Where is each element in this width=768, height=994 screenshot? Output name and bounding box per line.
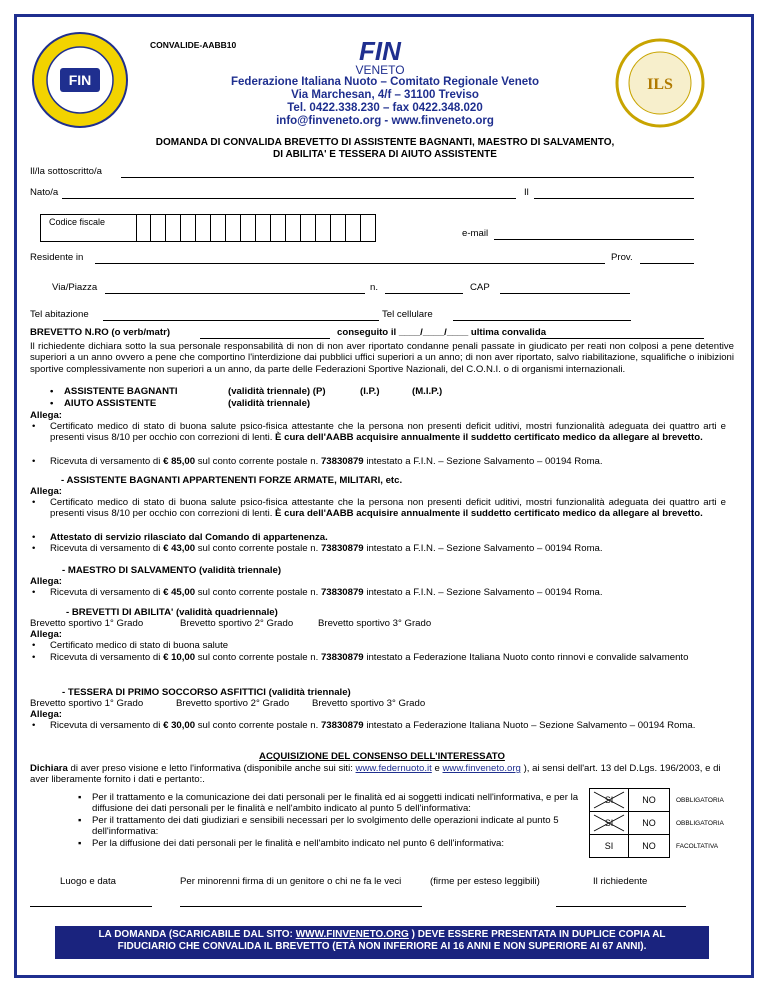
input-tel-cellulare[interactable]	[453, 320, 631, 321]
label-cap: CAP	[470, 282, 490, 293]
signature-genitore[interactable]	[180, 906, 422, 907]
section2-versamento: Ricevuta di versamento di € 43,00 sul conto corrente postale n. 73830879 intestato a F.I.N. – Sezione Salvamento – 00194 Roma.	[50, 543, 603, 554]
section5-versamento: Ricevuta di versamento di € 30,00 sul conto corrente postale n. 73830879 intestato a Federazione Italiana Nuoto – Sezione Salvamento – 00194 Roma.	[50, 720, 696, 731]
input-ultima-convalida[interactable]	[540, 338, 704, 339]
left-logo	[30, 30, 130, 130]
consent-no-1[interactable]: NO	[629, 789, 670, 812]
section4-allega: Allega:	[30, 629, 62, 640]
org-address: Federazione Italiana Nuoto – Comitato Regionale Veneto Via Marchesan, 4/f – 31100 Treviso Tel. 0422.338.230 – fax 0422.348.020 info@finveneto.org - www.finveneto.org	[231, 76, 539, 127]
label-richiedente: Il richiedente	[593, 876, 648, 887]
codice-fiscale-box[interactable]	[40, 214, 137, 242]
section3-title: - MAESTRO DI SALVAMENTO (validità triennale)	[62, 565, 282, 576]
consent-si-2[interactable]: SI	[590, 812, 629, 835]
signature-richiedente[interactable]	[556, 906, 686, 907]
codice-fiscale-cells[interactable]	[136, 214, 436, 242]
consent-req-3: FACOLTATIVA	[676, 842, 719, 850]
section1-versamento: Ricevuta di versamento di € 85,00 sul conto corrente postale n. 73830879 intestato a F.I.N. – Sezione Salvamento – 00194 Roma.	[50, 456, 603, 467]
consent-row-2	[590, 812, 726, 835]
input-brevetto-no[interactable]	[200, 338, 330, 339]
section4-bullet1-dot: •	[32, 640, 36, 651]
signature-luogo-data[interactable]	[30, 906, 152, 907]
label-prov: Prov.	[611, 252, 633, 263]
label-conseguito: conseguito il ____/____/____ ultima convalida	[337, 327, 547, 338]
section2-bullet2-dot: •	[32, 532, 36, 543]
label-minorenni: Per minorenni firma di un genitore o chi ne fa le veci	[180, 876, 402, 887]
input-civico[interactable]	[385, 293, 463, 294]
consent-si-1[interactable]: SI	[590, 789, 629, 812]
right-logo	[615, 38, 705, 128]
consent-table	[589, 788, 726, 858]
input-email[interactable]	[494, 239, 694, 240]
section1-bullet2-dot: •	[32, 456, 36, 467]
label-via: Via/Piazza	[52, 282, 98, 293]
input-nato[interactable]	[62, 198, 516, 199]
section4-certificato: Certificato medico di stato di buona salute	[50, 640, 229, 651]
section2-bullet1-dot: •	[32, 497, 36, 508]
section4-bullet2-dot: •	[32, 652, 36, 663]
section5-title: - TESSERA DI PRIMO SOCCORSO ASFITTICI (validità triennale)	[62, 687, 351, 698]
input-tel-abitazione[interactable]	[103, 320, 379, 321]
input-prov[interactable]	[640, 263, 694, 264]
label-sottoscritto: Il/la sottoscritto/a	[30, 166, 102, 177]
label-nato: Nato/a	[30, 187, 59, 198]
section2-bullet3-dot: •	[32, 543, 36, 554]
input-cap[interactable]	[500, 293, 630, 294]
label-civico: n.	[370, 282, 379, 293]
section5-allega: Allega:	[30, 709, 62, 720]
codice-fiscale-label: Codice fiscale	[49, 217, 106, 227]
consent-no-3[interactable]: NO	[629, 835, 670, 858]
consent-title: ACQUISIZIONE DEL CONSENSO DELL'INTERESSATO	[259, 751, 505, 762]
input-sottoscritto[interactable]	[121, 177, 694, 178]
form-title: DOMANDA DI CONVALIDA BREVETTO DI ASSISTENTE BAGNANTI, MAESTRO DI SALVAMENTO, DI ABILITA' E TESSERA DI AIUTO ASSISTENTE	[155, 137, 615, 160]
label-brevetto-no: BREVETTO N.RO (o verb/matr)	[30, 327, 171, 338]
section4-versamento: Ricevuta di versamento di € 10,00 sul conto corrente postale n. 73830879 intestato a Federazione Italiana Nuoto conto rinnovi e convalide salvamento	[50, 652, 689, 663]
input-via[interactable]	[105, 293, 365, 294]
input-residente[interactable]	[95, 263, 605, 264]
section4-title: - BREVETTI DI ABILITA' (validità quadriennale)	[66, 607, 278, 618]
label-luogo-data: Luogo e data	[60, 876, 117, 887]
footer-site-link[interactable]: WWW.FINVENETO.ORG	[295, 929, 409, 940]
declaration-text: Il richiedente dichiara sotto la sua personale responsabilità di non di non aver riportato condanne penali passate in giudicato per reati non colposi a pene detentive superiori a un anno ovvero a pene che comportino l'interdizione dai pubblici uffici superiori a un anno; di non aver riportato, salvo riabilitazione, squalifiche o inibizioni sportive complessivamente non superiori a un anno, da parte delle Federazioni Sportive Nazionali, del C.O.N.I. o di organismi internazionali.	[30, 341, 734, 375]
section1-allega: Allega:	[30, 410, 62, 421]
svg-text:ILS: ILS	[647, 76, 673, 93]
consent-items: ▪ Per il trattamento e la comunicazione dei dati personali per le finalità ed ai soggetti indicati nell'informativa, e per la diffusione dei dati personali per le finalità e nell'ambito indicato al punto 5 dell'informativa: ▪ Per il trattamento dei dati giudiziari e sensibili necessari per lo svolgimento delle operazioni indicate al punto 5 dell'informativa: ▪ Per la diffusione dei dati personali per le finalità e nell'ambito indicato nel punto 6 dell'informativa:	[78, 792, 579, 849]
consent-req-1: OBBLIGATORIA	[676, 796, 724, 804]
link-federnuoto[interactable]: www.federnuoto.it	[355, 763, 432, 774]
section3-allega: Allega:	[30, 576, 62, 587]
label-tel-abitazione: Tel abitazione	[30, 309, 89, 320]
label-residente: Residente in	[30, 252, 84, 263]
section5-bullet-dot: •	[32, 720, 36, 731]
section2-title: - ASSISTENTE BAGNANTI APPARTENENTI FORZE ARMATE, MILITARI, etc.	[61, 475, 403, 486]
consent-intro: Dichiara di aver preso visione e letto l'informativa (disponibile anche sui siti: www.federnuoto.it e www.finveneto.org ), ai sensi dell'art. 13 del D.Lgs. 196/2003, e di aver liberamente fornito i dati e pertanto:.	[30, 763, 721, 786]
fin-logo: FIN VENETO	[355, 36, 405, 77]
input-birth-date[interactable]	[534, 198, 694, 199]
consent-si-3[interactable]: SI	[590, 835, 629, 858]
consent-row-1	[590, 789, 726, 812]
consent-no-2[interactable]: NO	[629, 812, 670, 835]
link-finveneto[interactable]: www.finveneto.org	[442, 763, 521, 774]
label-email: e-mail	[462, 228, 489, 239]
section2-attestato: Attestato di servizio rilasciato dal Comando di appartenenza.	[50, 532, 328, 543]
label-tel-cellulare: Tel cellulare	[382, 309, 433, 320]
consent-row-3	[590, 835, 726, 858]
document-code: CONVALIDE-AABB10	[150, 40, 237, 50]
section1-certificato: Certificato medico di stato di buona salute psico-fisica attestante che la persona non presenti deficit uditivi, mostri funzionalità adeguata dei quattro arti e presenti visus 8/10 per occhio con correzioni di lenti. È cura dell'AABB acquisire annualmente il suddetto certificato medico da allegare al brevetto.	[50, 421, 726, 444]
section2-allega: Allega:	[30, 486, 62, 497]
footer-banner: LA DOMANDA (SCARICABILE DAL SITO: WWW.FINVENETO.ORG ) DEVE ESSERE PRESENTATA IN DUPLICE COPIA AL FIDUCIARIO CHE CONVALIDA IL BREVETTO (ETÀ NON INFERIORE AI 16 ANNI E NON SUPERIORE AI 67 ANNI).	[55, 926, 709, 959]
section3-bullet-dot: •	[32, 587, 36, 598]
section3-versamento: Ricevuta di versamento di € 45,00 sul conto corrente postale n. 73830879 intestato a F.I.N. – Sezione Salvamento – 00194 Roma.	[50, 587, 603, 598]
label-firme-leggibili: (firme per esteso leggibili)	[430, 876, 540, 887]
consent-req-2: OBBLIGATORIA	[676, 819, 724, 827]
section2-certificato: Certificato medico di stato di buona salute psico-fisica attestante che la persona non presenti deficit uditivi, mostri funzionalità adeguata dei quattro arti e presenti visus 8/10 per occhio con correzioni di lenti. È cura dell'AABB acquisire annualmente il suddetto certificato medico da allegare al brevetto.	[50, 497, 726, 520]
svg-text:FIN: FIN	[68, 72, 92, 88]
label-il: Il	[524, 187, 529, 198]
section1-bullet1-dot: •	[32, 421, 36, 432]
